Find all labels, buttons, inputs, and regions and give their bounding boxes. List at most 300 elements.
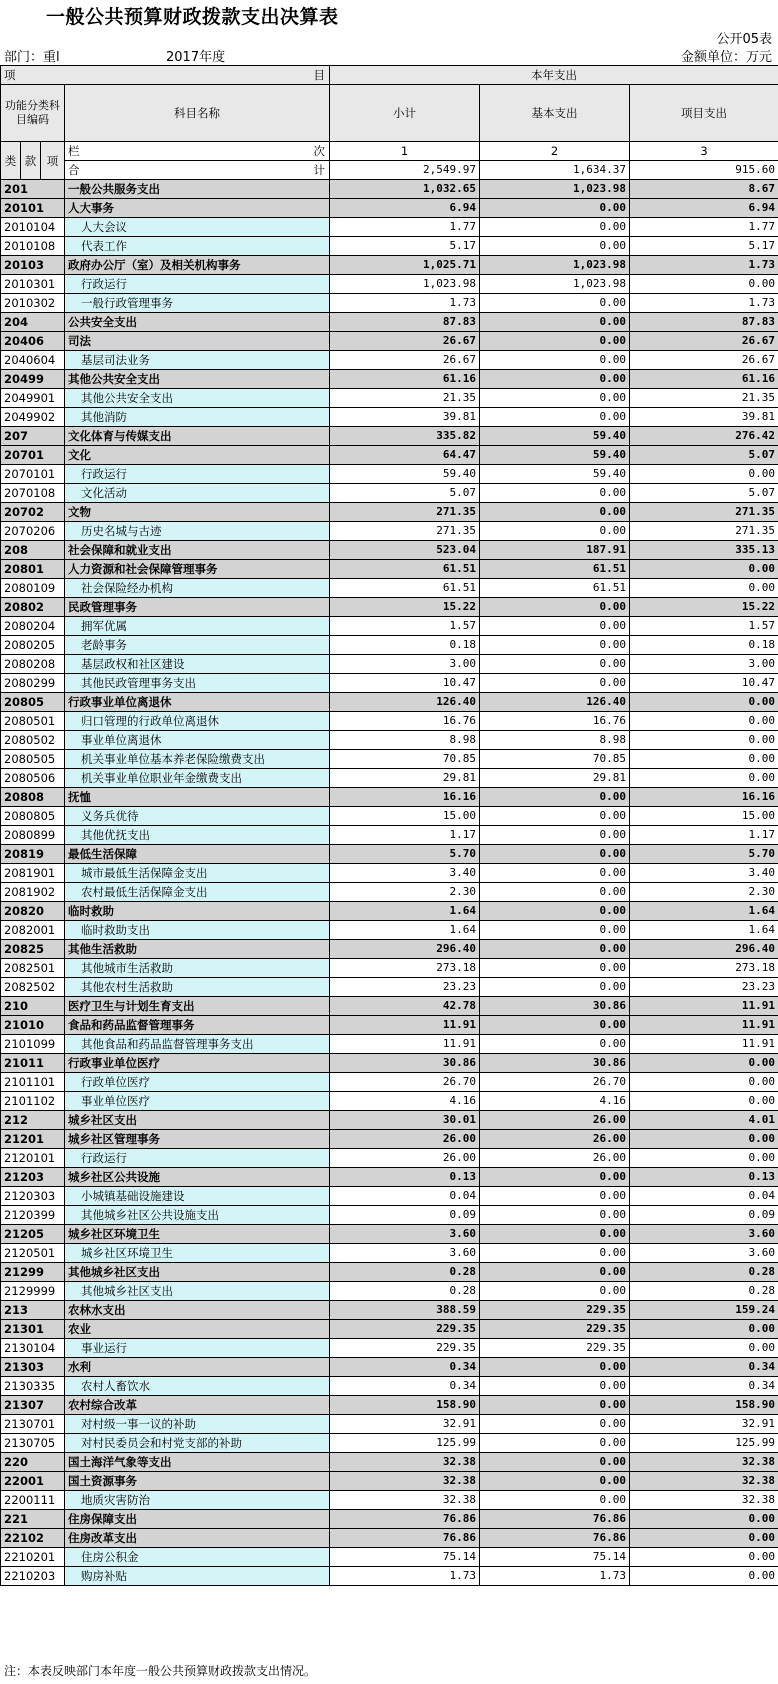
row-name: 老龄事务: [65, 636, 330, 655]
row-code: 208: [1, 541, 65, 560]
row-basic: 76.86: [480, 1510, 630, 1529]
row-basic: 126.40: [480, 693, 630, 712]
row-project: 11.91: [630, 997, 778, 1016]
row-subtotal: 1.64: [330, 921, 480, 940]
table-row: [1, 902, 778, 921]
row-code: 20499: [1, 370, 65, 389]
table-row: [1, 560, 778, 579]
table-row: [1, 750, 778, 769]
row-basic: 229.35: [480, 1320, 630, 1339]
row-code: 20406: [1, 332, 65, 351]
row-basic: 0.00: [480, 845, 630, 864]
row-basic: 26.00: [480, 1149, 630, 1168]
row-code: 20808: [1, 788, 65, 807]
header-mu-label: 目: [313, 68, 325, 82]
header-lanci: [65, 142, 330, 161]
table-row: [1, 1149, 778, 1168]
row-project: 5.07: [630, 446, 778, 465]
row-basic: 187.91: [480, 541, 630, 560]
row-subtotal: 30.86: [330, 1054, 480, 1073]
row-basic: 0.00: [480, 636, 630, 655]
header-kuan: 款: [21, 142, 41, 180]
table-row: [1, 579, 778, 598]
table-row: [1, 484, 778, 503]
row-subtotal: 8.98: [330, 731, 480, 750]
row-name: 城市最低生活保障金支出: [65, 864, 330, 883]
row-project: 5.70: [630, 845, 778, 864]
row-code: 2070108: [1, 484, 65, 503]
row-basic: 26.00: [480, 1111, 630, 1130]
row-name: 城乡社区管理事务: [65, 1130, 330, 1149]
row-project: 15.22: [630, 598, 778, 617]
table-row: [1, 1111, 778, 1130]
total-basic: 1,634.37: [480, 161, 630, 180]
row-project: 32.38: [630, 1472, 778, 1491]
row-name: 机关事业单位基本养老保险缴费支出: [65, 750, 330, 769]
row-name: 食品和药品监督管理事务: [65, 1016, 330, 1035]
row-code: 2080208: [1, 655, 65, 674]
row-project: 1.77: [630, 218, 778, 237]
col-number-2: 2: [480, 142, 630, 161]
row-name: 小城镇基础设施建设: [65, 1187, 330, 1206]
row-name: 其他民政管理事务支出: [65, 674, 330, 693]
table-row: [1, 256, 778, 275]
row-basic: 16.76: [480, 712, 630, 731]
row-subtotal: 0.04: [330, 1187, 480, 1206]
row-project: 159.24: [630, 1301, 778, 1320]
row-basic: 59.40: [480, 427, 630, 446]
row-name: 农林水支出: [65, 1301, 330, 1320]
table-row: [1, 199, 778, 218]
row-subtotal: 0.34: [330, 1377, 480, 1396]
row-subtotal: 271.35: [330, 522, 480, 541]
row-code: 22102: [1, 1529, 65, 1548]
row-name: 地质灾害防治: [65, 1491, 330, 1510]
row-name: 医疗卫生与计划生育支出: [65, 997, 330, 1016]
row-name: 其他生活救助: [65, 940, 330, 959]
row-project: 296.40: [630, 940, 778, 959]
footnote: 注：本表反映部门本年度一般公共预算财政拨款支出情况。: [4, 1664, 317, 1678]
row-code: 20819: [1, 845, 65, 864]
table-row: [1, 408, 778, 427]
row-project: 0.00: [630, 769, 778, 788]
row-subtotal: 75.14: [330, 1548, 480, 1567]
row-basic: 0.00: [480, 313, 630, 332]
row-name: 文化: [65, 446, 330, 465]
table-row: [1, 712, 778, 731]
row-subtotal: 1,025.71: [330, 256, 480, 275]
row-subtotal: 61.51: [330, 560, 480, 579]
row-name: 一般公共服务支出: [65, 180, 330, 199]
row-name: 其他城市生活救助: [65, 959, 330, 978]
row-subtotal: 2.30: [330, 883, 480, 902]
table-row: [1, 1453, 778, 1472]
row-subtotal: 70.85: [330, 750, 480, 769]
row-code: 20801: [1, 560, 65, 579]
row-project: 1.73: [630, 294, 778, 313]
row-name: 事业单位医疗: [65, 1092, 330, 1111]
row-code: 2040604: [1, 351, 65, 370]
row-name: 水利: [65, 1358, 330, 1377]
row-name: 住房保障支出: [65, 1510, 330, 1529]
row-basic: 0.00: [480, 1396, 630, 1415]
row-subtotal: 42.78: [330, 997, 480, 1016]
row-basic: 75.14: [480, 1548, 630, 1567]
row-name: 民政管理事务: [65, 598, 330, 617]
row-code: 2080805: [1, 807, 65, 826]
row-basic: 0.00: [480, 332, 630, 351]
row-subtotal: 1.73: [330, 1567, 480, 1586]
row-subtotal: 76.86: [330, 1510, 480, 1529]
table-row: [1, 1491, 778, 1510]
row-project: 21.35: [630, 389, 778, 408]
row-basic: 0.00: [480, 1453, 630, 1472]
header-xiang-label: 项: [4, 68, 16, 82]
row-code: 207: [1, 427, 65, 446]
row-name: 文化活动: [65, 484, 330, 503]
form-number: 公开05表: [716, 32, 772, 47]
table-row: [1, 522, 778, 541]
row-code: 2080501: [1, 712, 65, 731]
row-subtotal: 26.67: [330, 332, 480, 351]
row-project: 0.28: [630, 1263, 778, 1282]
table-row: [1, 1548, 778, 1567]
total-project: 915.60: [630, 161, 778, 180]
row-project: 8.67: [630, 180, 778, 199]
row-project: 0.28: [630, 1282, 778, 1301]
row-name: 农村最低生活保障金支出: [65, 883, 330, 902]
table-row: [1, 541, 778, 560]
row-project: 158.90: [630, 1396, 778, 1415]
row-basic: 0.00: [480, 522, 630, 541]
row-subtotal: 26.00: [330, 1130, 480, 1149]
row-subtotal: 15.22: [330, 598, 480, 617]
row-basic: 0.00: [480, 1206, 630, 1225]
row-basic: 1.73: [480, 1567, 630, 1586]
table-row: [1, 218, 778, 237]
row-code: 2120501: [1, 1244, 65, 1263]
row-subtotal: 0.34: [330, 1358, 480, 1377]
row-subtotal: 0.09: [330, 1206, 480, 1225]
row-basic: 0.00: [480, 389, 630, 408]
row-basic: 0.00: [480, 294, 630, 313]
row-basic: 0.00: [480, 1434, 630, 1453]
row-subtotal: 5.07: [330, 484, 480, 503]
row-project: 0.00: [630, 712, 778, 731]
table-row: [1, 1282, 778, 1301]
table-row: [1, 655, 778, 674]
table-row: [1, 978, 778, 997]
row-name: 农村人畜饮水: [65, 1377, 330, 1396]
row-code: 2080899: [1, 826, 65, 845]
row-code: 2130701: [1, 1415, 65, 1434]
row-code: 2130335: [1, 1377, 65, 1396]
row-basic: 0.00: [480, 1016, 630, 1035]
amount-unit: 金额单位：万元: [680, 50, 772, 65]
row-basic: 0.00: [480, 1472, 630, 1491]
table-row: [1, 769, 778, 788]
row-project: 0.09: [630, 1206, 778, 1225]
row-subtotal: 32.38: [330, 1472, 480, 1491]
row-name: 其他公共安全支出: [65, 389, 330, 408]
row-project: 0.13: [630, 1168, 778, 1187]
row-basic: 1,023.98: [480, 275, 630, 294]
table-row: [1, 788, 778, 807]
row-basic: 29.81: [480, 769, 630, 788]
row-project: 0.00: [630, 1130, 778, 1149]
row-code: 2101102: [1, 1092, 65, 1111]
table-row: [1, 332, 778, 351]
header-subtotal: 小计: [330, 85, 480, 142]
row-name: 其他食品和药品监督管理事务支出: [65, 1035, 330, 1054]
row-subtotal: 87.83: [330, 313, 480, 332]
row-code: 2210203: [1, 1567, 65, 1586]
row-subtotal: 26.00: [330, 1149, 480, 1168]
row-basic: 26.00: [480, 1130, 630, 1149]
row-subtotal: 26.67: [330, 351, 480, 370]
row-code: 210: [1, 997, 65, 1016]
row-subtotal: 3.60: [330, 1225, 480, 1244]
row-project: 273.18: [630, 959, 778, 978]
row-project: 0.34: [630, 1377, 778, 1396]
row-code: 2070101: [1, 465, 65, 484]
row-subtotal: 61.51: [330, 579, 480, 598]
row-name: 国土海洋气象等支出: [65, 1453, 330, 1472]
row-basic: 4.16: [480, 1092, 630, 1111]
row-project: 11.91: [630, 1016, 778, 1035]
row-name: 行政运行: [65, 1149, 330, 1168]
row-basic: 0.00: [480, 1244, 630, 1263]
row-project: 1.17: [630, 826, 778, 845]
row-subtotal: 11.91: [330, 1016, 480, 1035]
row-basic: 0.00: [480, 883, 630, 902]
row-basic: 0.00: [480, 237, 630, 256]
table-row: [1, 446, 778, 465]
row-code: 2130104: [1, 1339, 65, 1358]
row-basic: 1,023.98: [480, 256, 630, 275]
row-subtotal: 0.28: [330, 1282, 480, 1301]
row-name: 代表工作: [65, 237, 330, 256]
row-code: 20820: [1, 902, 65, 921]
row-name: 住房公积金: [65, 1548, 330, 1567]
row-project: 0.00: [630, 693, 778, 712]
row-project: 23.23: [630, 978, 778, 997]
row-code: 20701: [1, 446, 65, 465]
row-name: 事业单位离退休: [65, 731, 330, 750]
header-row-1: [1, 66, 778, 85]
table-row: [1, 1187, 778, 1206]
table-row: [1, 1206, 778, 1225]
row-basic: 0.00: [480, 370, 630, 389]
row-code: 2082502: [1, 978, 65, 997]
table-row: [1, 313, 778, 332]
row-name: 临时救助: [65, 902, 330, 921]
row-project: 1.64: [630, 902, 778, 921]
row-name: 临时救助支出: [65, 921, 330, 940]
table-row: [1, 275, 778, 294]
row-subtotal: 29.81: [330, 769, 480, 788]
row-code: 20802: [1, 598, 65, 617]
row-name: 行政事业单位医疗: [65, 1054, 330, 1073]
row-project: 87.83: [630, 313, 778, 332]
total-he-label: 合: [68, 163, 80, 177]
table-row: [1, 845, 778, 864]
row-name: 人力资源和社会保障管理事务: [65, 560, 330, 579]
row-basic: 8.98: [480, 731, 630, 750]
row-subtotal: 61.16: [330, 370, 480, 389]
row-name: 城乡社区支出: [65, 1111, 330, 1130]
row-code: 21301: [1, 1320, 65, 1339]
row-name: 住房改革支出: [65, 1529, 330, 1548]
row-project: 0.18: [630, 636, 778, 655]
row-name: 基层司法业务: [65, 351, 330, 370]
row-code: 2080299: [1, 674, 65, 693]
table-row: [1, 636, 778, 655]
row-basic: 59.40: [480, 465, 630, 484]
row-code: 20103: [1, 256, 65, 275]
row-code: 20805: [1, 693, 65, 712]
row-subtotal: 388.59: [330, 1301, 480, 1320]
table-row: [1, 1016, 778, 1035]
row-project: 0.00: [630, 579, 778, 598]
row-code: 2081902: [1, 883, 65, 902]
row-project: 0.34: [630, 1358, 778, 1377]
row-code: 21307: [1, 1396, 65, 1415]
col-number-3: 3: [630, 142, 778, 161]
table-row: [1, 1168, 778, 1187]
row-code: 21303: [1, 1358, 65, 1377]
row-name: 基层政权和社区建设: [65, 655, 330, 674]
row-basic: 26.70: [480, 1073, 630, 1092]
row-basic: 0.00: [480, 408, 630, 427]
row-basic: 0.00: [480, 902, 630, 921]
row-project: 1.73: [630, 256, 778, 275]
row-project: 3.60: [630, 1244, 778, 1263]
row-basic: 0.00: [480, 1491, 630, 1510]
row-name: 对村级一事一议的补助: [65, 1415, 330, 1434]
row-basic: 59.40: [480, 446, 630, 465]
row-basic: 229.35: [480, 1339, 630, 1358]
row-basic: 0.00: [480, 218, 630, 237]
row-basic: 0.00: [480, 826, 630, 845]
department-label: 部门：重l: [4, 50, 60, 65]
table-row: [1, 1301, 778, 1320]
row-basic: 0.00: [480, 1358, 630, 1377]
row-project: 0.00: [630, 1548, 778, 1567]
row-code: 20101: [1, 199, 65, 218]
row-name: 其他农村生活救助: [65, 978, 330, 997]
row-basic: 0.00: [480, 864, 630, 883]
row-code: 2010108: [1, 237, 65, 256]
row-project: 26.67: [630, 351, 778, 370]
row-code: 201: [1, 180, 65, 199]
row-name: 其他消防: [65, 408, 330, 427]
row-name: 义务兵优待: [65, 807, 330, 826]
row-name: 其他城乡社区支出: [65, 1282, 330, 1301]
row-subtotal: 0.13: [330, 1168, 480, 1187]
row-basic: 0.00: [480, 1415, 630, 1434]
row-code: 2049901: [1, 389, 65, 408]
row-basic: 0.00: [480, 484, 630, 503]
row-code: 221: [1, 1510, 65, 1529]
row-subtotal: 1.17: [330, 826, 480, 845]
row-project: 0.00: [630, 1339, 778, 1358]
table-row: [1, 617, 778, 636]
table-row: [1, 1244, 778, 1263]
row-basic: 0.00: [480, 978, 630, 997]
row-subtotal: 1.57: [330, 617, 480, 636]
row-subtotal: 125.99: [330, 1434, 480, 1453]
row-basic: 0.00: [480, 351, 630, 370]
row-subtotal: 229.35: [330, 1339, 480, 1358]
table-row: [1, 1263, 778, 1282]
row-subtotal: 158.90: [330, 1396, 480, 1415]
row-subtotal: 6.94: [330, 199, 480, 218]
row-project: 32.91: [630, 1415, 778, 1434]
row-subtotal: 16.16: [330, 788, 480, 807]
row-subtotal: 64.47: [330, 446, 480, 465]
row-code: 2101099: [1, 1035, 65, 1054]
row-code: 21203: [1, 1168, 65, 1187]
table-row: [1, 598, 778, 617]
row-project: 125.99: [630, 1434, 778, 1453]
header-current-expenditure: 本年支出: [330, 66, 778, 85]
row-project: 2.30: [630, 883, 778, 902]
row-name: 农业: [65, 1320, 330, 1339]
table-row: [1, 1035, 778, 1054]
expenditure-table: [0, 65, 778, 1586]
row-name: 行政事业单位离退休: [65, 693, 330, 712]
row-code: 2080204: [1, 617, 65, 636]
header-func-code: 功能分类科目编码: [1, 85, 65, 142]
row-subtotal: 523.04: [330, 541, 480, 560]
row-subtotal: 3.40: [330, 864, 480, 883]
row-name: 司法: [65, 332, 330, 351]
row-name: 文化体育与传媒支出: [65, 427, 330, 446]
row-subtotal: 0.18: [330, 636, 480, 655]
row-code: 2129999: [1, 1282, 65, 1301]
table-row: [1, 883, 778, 902]
row-project: 32.38: [630, 1491, 778, 1510]
row-code: 2081901: [1, 864, 65, 883]
row-code: 213: [1, 1301, 65, 1320]
row-subtotal: 1.64: [330, 902, 480, 921]
row-basic: 0.00: [480, 921, 630, 940]
table-row: [1, 1092, 778, 1111]
row-code: 21010: [1, 1016, 65, 1035]
row-subtotal: 26.70: [330, 1073, 480, 1092]
row-name: 政府办公厅（室）及相关机构事务: [65, 256, 330, 275]
row-subtotal: 5.17: [330, 237, 480, 256]
header-row-2: [1, 85, 778, 142]
row-name: 对村民委员会和村党支部的补助: [65, 1434, 330, 1453]
row-subtotal: 23.23: [330, 978, 480, 997]
row-basic: 0.00: [480, 788, 630, 807]
row-code: 2200111: [1, 1491, 65, 1510]
row-basic: 0.00: [480, 1168, 630, 1187]
row-project: 0.00: [630, 1567, 778, 1586]
row-code: 2120303: [1, 1187, 65, 1206]
row-code: 2082001: [1, 921, 65, 940]
total-row: [1, 161, 778, 180]
row-name: 拥军优属: [65, 617, 330, 636]
row-subtotal: 3.60: [330, 1244, 480, 1263]
table-row: [1, 465, 778, 484]
table-row: [1, 370, 778, 389]
row-name: 城乡社区环境卫生: [65, 1225, 330, 1244]
row-basic: 61.51: [480, 579, 630, 598]
row-name: 人大事务: [65, 199, 330, 218]
